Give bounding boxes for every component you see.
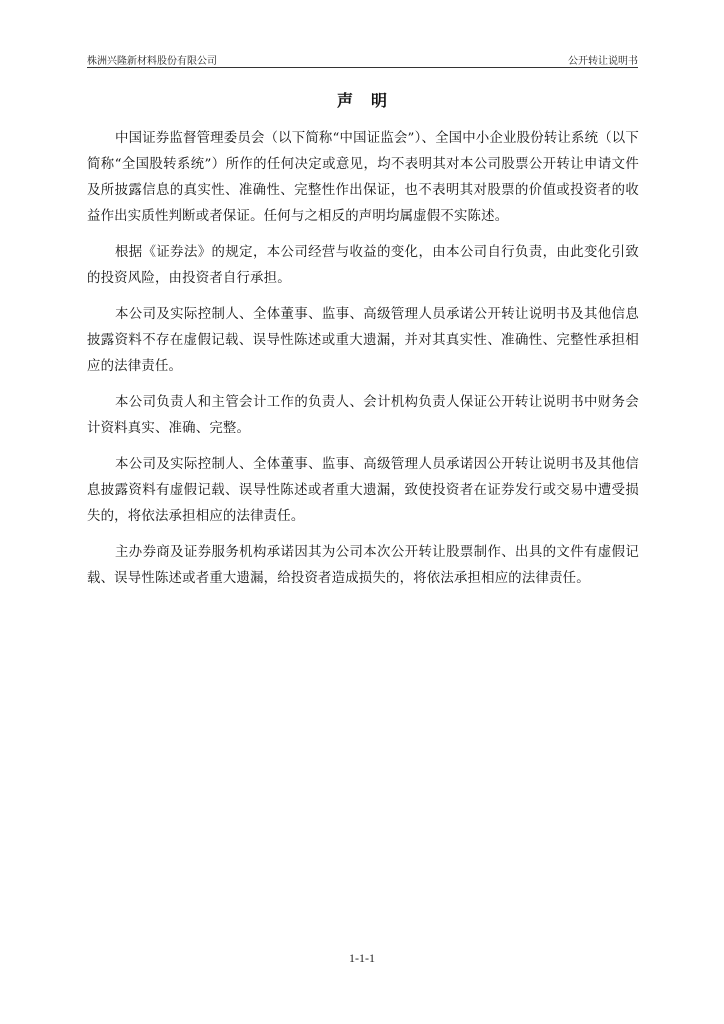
page-header: [87, 52, 638, 66]
paragraph-broker-commitment: 主办券商及证券服务机构承诺因其为公司本次公开转让股票制作、出具的文件有虚假记载、误导性陈述或者重大遗漏，给投资者造成损失的，将依法承担相应的法律责任。: [87, 545, 639, 586]
page-number: 1-1-1: [349, 951, 375, 965]
header-company-name: 株洲兴隆新材料股份有限公司: [87, 55, 217, 67]
paragraph-csrc-disclaimer: 中国证券监督管理委员会（以下简称“中国证监会”）、全国中小企业股份转让系统（以下简称“全国股转系统”）所作的任何决定或意见，均不表明其对本公司股票公开转让申请文件及所披露信息的真实性、准确性、完整性作出保证，也不表明其对股票的价值或投资者的收益作出实质性判断或者保证。任何与之相反的声明均属虚假不实陈述。: [87, 131, 639, 224]
header-divider: [87, 67, 638, 68]
paragraph-liability-commitment: 本公司及实际控制人、全体董事、监事、高级管理人员承诺因公开转让说明书及其他信息披露资料有虚假记载、误导性陈述或者重大遗漏，致使投资者在证券发行或交易中遭受损失的，将依法承担相应的法律责任。: [87, 457, 639, 524]
paragraph-management-commitment: 本公司及实际控制人、全体董事、监事、高级管理人员承诺公开转让说明书及其他信息披露资料不存在虚假记载、误导性陈述或重大遗漏，并对其真实性、准确性、完整性承担相应的法律责任。: [87, 307, 639, 374]
statement-body: [87, 126, 639, 602]
header-document-type: 公开转让说明书: [568, 55, 638, 67]
paragraph-investment-risk: 根据《证券法》的规定，本公司经营与收益的变化，由本公司自行负责，由此变化引致的投资风险，由投资者自行承担。: [87, 245, 639, 286]
paragraph-financial-accuracy: 本公司负责人和主管会计工作的负责人、会计机构负责人保证公开转让说明书中财务会计资料真实、准确、完整。: [87, 395, 639, 436]
page-title: 声明: [336, 91, 405, 110]
